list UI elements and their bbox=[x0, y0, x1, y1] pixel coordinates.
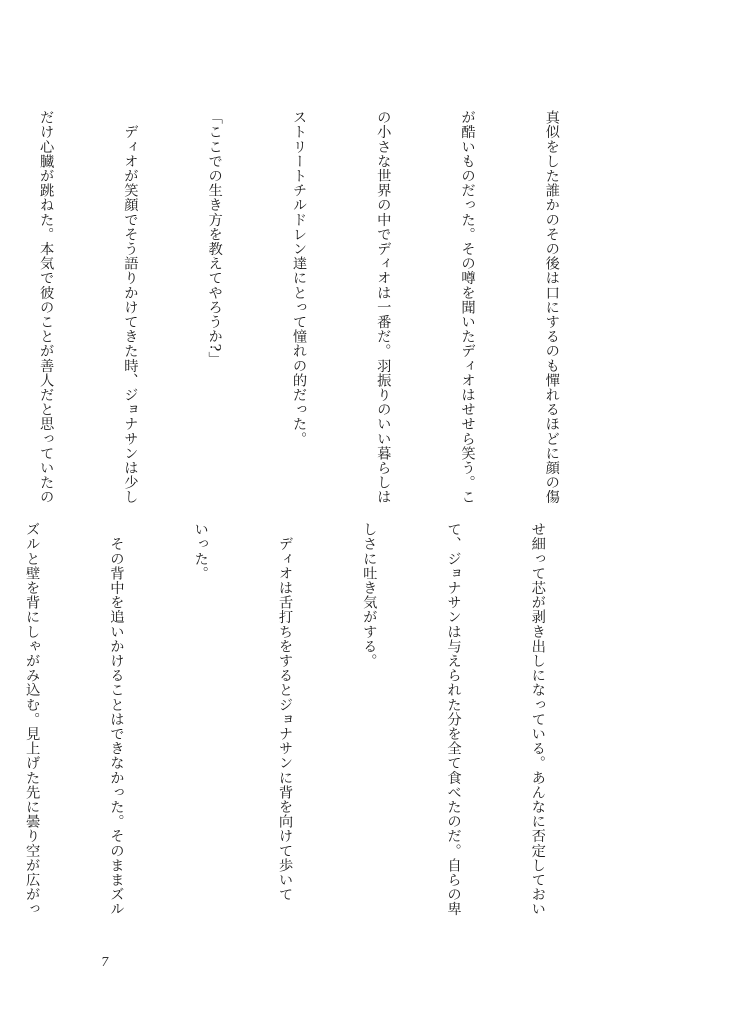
text-line: ストリートチルドレン達にとって憧れの的だった。 bbox=[290, 110, 307, 446]
text-line: て、ジョナサンは与えられた分を全て食べたのだ。自らの卑 bbox=[445, 522, 462, 917]
text-line: その背中を追いかけることはできなかった。そのままズル bbox=[108, 522, 125, 917]
text-line: ディオは舌打ちをするとジョナサンに背を向けて歩いて bbox=[276, 522, 293, 902]
upper-text-block bbox=[38, 110, 622, 505]
text-line: いった。 bbox=[192, 522, 209, 581]
text-line: だけ心臓が跳ねた。本気で彼のことが善人だと思っていたの bbox=[38, 110, 55, 505]
page-number: 7 bbox=[101, 955, 109, 969]
text-line: ディオが笑顔でそう語りかけてきた時、ジョナサンは少し bbox=[122, 110, 139, 505]
text-line: 真似をした誰かのその後は口にするのも憚れるほどに顔の傷 bbox=[543, 110, 560, 505]
text-line: が酷いものだった。その噂を聞いたディオはせせら笑う。こ bbox=[459, 110, 476, 505]
text-line: せ細って芯が剥き出しになっている。あんなに否定しておい bbox=[529, 522, 546, 917]
text-line: 「ここでの生き方を教えてやろうか?」 bbox=[206, 110, 223, 367]
text-line: ズルと壁を背にしゃがみ込む。見上げた先に曇り空が広がっ bbox=[24, 522, 41, 917]
text-line: の小さな世界の中でディオは一番だ。羽振りのいい暮らしは bbox=[375, 110, 392, 505]
text-line: しさに吐き気がする。 bbox=[361, 522, 378, 668]
lower-text-block bbox=[24, 522, 608, 917]
